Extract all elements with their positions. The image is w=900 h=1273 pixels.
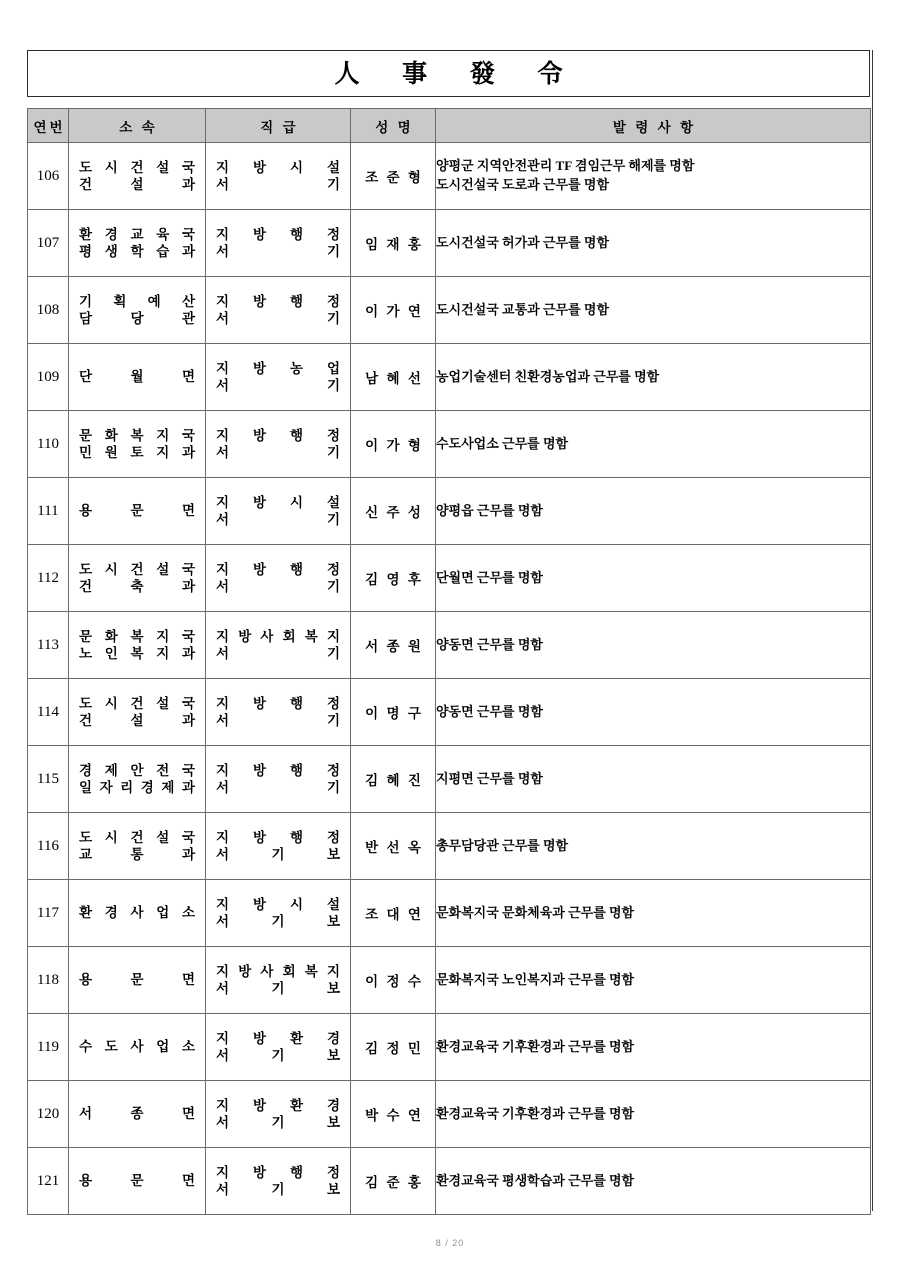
cell-order-details bbox=[436, 947, 871, 1014]
column-header-order: 발 령 사 항 bbox=[436, 109, 871, 143]
table-row bbox=[28, 1081, 871, 1148]
cell-no: 108 bbox=[28, 277, 69, 344]
cell-rank: 지 방 행 정 서 기 보 bbox=[206, 1148, 351, 1215]
order-line: 지평면 근무를 명함 bbox=[436, 770, 543, 786]
cell-order-details bbox=[436, 746, 871, 813]
cell-rank: 지 방 시 설 서 기 bbox=[206, 478, 351, 545]
order-line: 단월면 근무를 명함 bbox=[436, 569, 543, 585]
cell-no: 106 bbox=[28, 143, 69, 210]
cell-rank: 지 방 행 정 서 기 bbox=[206, 277, 351, 344]
order-line: 문화복지국 문화체육과 근무를 명함 bbox=[436, 904, 635, 920]
cell-no: 114 bbox=[28, 679, 69, 746]
cell-name: 이 가 형 bbox=[351, 411, 436, 478]
cell-organization: 용 문 면 bbox=[69, 947, 206, 1014]
cell-no: 119 bbox=[28, 1014, 69, 1081]
column-header-no: 연번 bbox=[28, 109, 69, 143]
order-line: 도시건설국 도로과 근무를 명함 bbox=[436, 177, 610, 192]
cell-name: 김 혜 진 bbox=[351, 746, 436, 813]
table-row bbox=[28, 143, 871, 210]
cell-rank: 지 방 농 업 서 기 bbox=[206, 344, 351, 411]
cell-name: 김 준 홍 bbox=[351, 1148, 436, 1215]
table-row bbox=[28, 947, 871, 1014]
cell-name: 조 대 연 bbox=[351, 880, 436, 947]
cell-order-details bbox=[436, 344, 871, 411]
cell-organization: 문 화 복 지 국 노 인 복 지 과 bbox=[69, 612, 206, 679]
table-body bbox=[28, 143, 871, 1215]
order-line: 환경교육국 기후환경과 근무를 명함 bbox=[436, 1105, 635, 1121]
order-line: 양평읍 근무를 명함 bbox=[436, 502, 543, 518]
cell-name: 김 정 민 bbox=[351, 1014, 436, 1081]
cell-name: 신 주 성 bbox=[351, 478, 436, 545]
page-footer: 8 / 20 bbox=[435, 1238, 465, 1248]
cell-name: 반 선 옥 bbox=[351, 813, 436, 880]
cell-rank: 지 방 시 설 서 기 bbox=[206, 143, 351, 210]
cell-name: 남 혜 선 bbox=[351, 344, 436, 411]
order-line: 환경교육국 평생학습과 근무를 명함 bbox=[436, 1172, 635, 1188]
cell-name: 이 명 구 bbox=[351, 679, 436, 746]
cell-no: 117 bbox=[28, 880, 69, 947]
cell-name: 서 종 원 bbox=[351, 612, 436, 679]
cell-order-details bbox=[436, 1014, 871, 1081]
column-header-name: 성 명 bbox=[351, 109, 436, 143]
cell-organization: 서 종 면 bbox=[69, 1081, 206, 1148]
cell-order-details bbox=[436, 545, 871, 612]
order-line: 총무담당관 근무를 명함 bbox=[436, 837, 569, 853]
cell-rank: 지 방 행 정 서 기 bbox=[206, 210, 351, 277]
cell-organization: 용 문 면 bbox=[69, 1148, 206, 1215]
personnel-table bbox=[27, 108, 871, 1215]
cell-organization: 도 시 건 설 국 건 축 과 bbox=[69, 545, 206, 612]
cell-order-details bbox=[436, 143, 871, 210]
column-header-rank: 직 급 bbox=[206, 109, 351, 143]
cell-organization: 경 제 안 전 국 일 자 리 경 제 과 bbox=[69, 746, 206, 813]
table-row bbox=[28, 411, 871, 478]
cell-order-details bbox=[436, 880, 871, 947]
table-header bbox=[28, 109, 871, 143]
table-row bbox=[28, 1014, 871, 1081]
table-row bbox=[28, 612, 871, 679]
order-line: 수도사업소 근무를 명함 bbox=[436, 435, 569, 451]
cell-no: 118 bbox=[28, 947, 69, 1014]
cell-no: 107 bbox=[28, 210, 69, 277]
cell-no: 111 bbox=[28, 478, 69, 545]
order-line: 도시건설국 허가과 근무를 명함 bbox=[436, 234, 610, 250]
order-line: 양동면 근무를 명함 bbox=[436, 636, 543, 652]
cell-organization: 환 경 교 육 국 평 생 학 습 과 bbox=[69, 210, 206, 277]
table-row bbox=[28, 813, 871, 880]
table-row bbox=[28, 1148, 871, 1215]
cell-name: 박 수 연 bbox=[351, 1081, 436, 1148]
order-line: 농업기술센터 친환경농업과 근무를 명함 bbox=[436, 368, 660, 384]
cell-organization: 기 획 예 산 담 당 관 bbox=[69, 277, 206, 344]
table-row bbox=[28, 210, 871, 277]
cell-order-details bbox=[436, 478, 871, 545]
cell-rank: 지 방 행 정 서 기 보 bbox=[206, 813, 351, 880]
cell-name: 이 가 연 bbox=[351, 277, 436, 344]
cell-order-details bbox=[436, 277, 871, 344]
cell-name: 임 재 홍 bbox=[351, 210, 436, 277]
table-row bbox=[28, 277, 871, 344]
cell-order-details bbox=[436, 813, 871, 880]
document-title: 人 事 發 令 bbox=[334, 59, 580, 88]
cell-rank: 지 방 사 회 복 지 서 기 보 bbox=[206, 947, 351, 1014]
cell-organization: 용 문 면 bbox=[69, 478, 206, 545]
cell-no: 115 bbox=[28, 746, 69, 813]
cell-order-details bbox=[436, 1148, 871, 1215]
cell-rank: 지 방 행 정 서 기 bbox=[206, 411, 351, 478]
table-header-row bbox=[28, 109, 871, 143]
cell-rank: 지 방 시 설 서 기 보 bbox=[206, 880, 351, 947]
column-header-org: 소 속 bbox=[69, 109, 206, 143]
cell-rank: 지 방 행 정 서 기 bbox=[206, 545, 351, 612]
cell-rank: 지 방 행 정 서 기 bbox=[206, 679, 351, 746]
order-line: 양평군 지역안전관리 TF 겸임근무 해제를 명함 bbox=[436, 158, 695, 174]
cell-no: 121 bbox=[28, 1148, 69, 1215]
cell-no: 110 bbox=[28, 411, 69, 478]
cell-order-details bbox=[436, 679, 871, 746]
cell-organization: 도 시 건 설 국 건 설 과 bbox=[69, 679, 206, 746]
cell-organization: 문 화 복 지 국 민 원 토 지 과 bbox=[69, 411, 206, 478]
table-row bbox=[28, 344, 871, 411]
personnel-table-container bbox=[27, 108, 870, 1215]
cell-no: 112 bbox=[28, 545, 69, 612]
cell-order-details bbox=[436, 1081, 871, 1148]
cell-order-details bbox=[436, 612, 871, 679]
cell-name: 조 준 형 bbox=[351, 143, 436, 210]
table-row bbox=[28, 746, 871, 813]
table-row bbox=[28, 679, 871, 746]
cell-organization: 도 시 건 설 국 교 통 과 bbox=[69, 813, 206, 880]
order-line: 문화복지국 노인복지과 근무를 명함 bbox=[436, 971, 635, 987]
cell-no: 109 bbox=[28, 344, 69, 411]
order-line: 환경교육국 기후환경과 근무를 명함 bbox=[436, 1038, 635, 1054]
cell-rank: 지 방 환 경 서 기 보 bbox=[206, 1081, 351, 1148]
cell-organization: 환 경 사 업 소 bbox=[69, 880, 206, 947]
cell-name: 김 영 후 bbox=[351, 545, 436, 612]
table-row bbox=[28, 545, 871, 612]
cell-rank: 지 방 사 회 복 지 서 기 bbox=[206, 612, 351, 679]
cell-order-details bbox=[436, 210, 871, 277]
cell-organization: 수 도 사 업 소 bbox=[69, 1014, 206, 1081]
cell-no: 113 bbox=[28, 612, 69, 679]
table-row bbox=[28, 478, 871, 545]
cell-name: 이 정 수 bbox=[351, 947, 436, 1014]
cell-order-details bbox=[436, 411, 871, 478]
document-title-box bbox=[27, 50, 870, 97]
cell-rank: 지 방 행 정 서 기 bbox=[206, 746, 351, 813]
cell-no: 120 bbox=[28, 1081, 69, 1148]
order-line: 양동면 근무를 명함 bbox=[436, 703, 543, 719]
cell-organization: 단 월 면 bbox=[69, 344, 206, 411]
table-row bbox=[28, 880, 871, 947]
cell-rank: 지 방 환 경 서 기 보 bbox=[206, 1014, 351, 1081]
order-line: 도시건설국 교통과 근무를 명함 bbox=[436, 301, 610, 317]
cell-organization: 도 시 건 설 국 건 설 과 bbox=[69, 143, 206, 210]
cell-no: 116 bbox=[28, 813, 69, 880]
